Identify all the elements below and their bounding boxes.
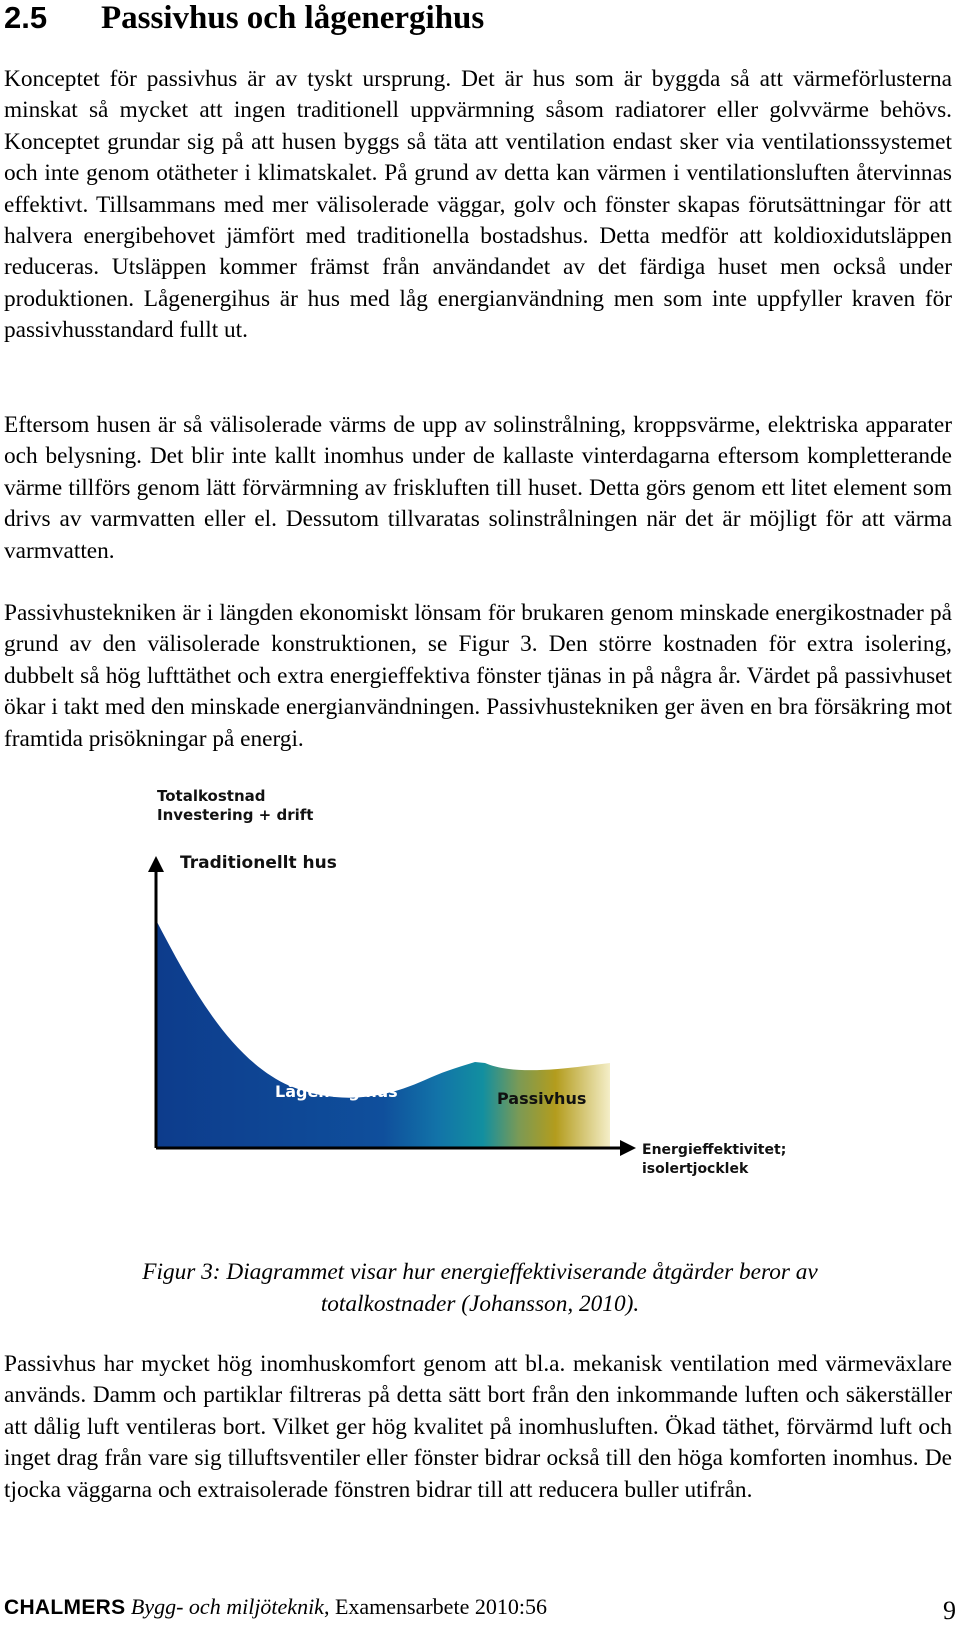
footer-brand: CHALMERS xyxy=(4,1596,126,1619)
caption-line2: totalkostnader (Johansson, 2010). xyxy=(320,1291,640,1317)
cost-diagram xyxy=(140,787,820,1220)
page-number: 9 xyxy=(943,1596,956,1625)
x-axis-label-line2: isolertjocklek xyxy=(642,1161,749,1177)
y-axis-label-line2: Investering + drift xyxy=(157,806,314,824)
label-traditional-house: Traditionellt hus xyxy=(180,853,337,873)
x-axis-label-line1: Energieffektivitet; xyxy=(642,1142,787,1158)
y-axis-label-line1: Totalkostnad xyxy=(157,787,266,805)
label-low-energy-house: Lågenergihus xyxy=(275,1082,398,1101)
figure-caption xyxy=(40,1256,920,1320)
cost-curve-area xyxy=(156,920,610,1148)
section-heading xyxy=(4,0,484,38)
caption-line1: Figur 3: Diagrammet visar hur energieffektiviserande åtgärder beror av xyxy=(142,1259,818,1285)
paragraph-concept: Konceptet för passivhus är av tyskt ursprung. Det är hus som är byggda så att värmeförlusterna minskat så mycket att ingen traditionell uppvärmning såsom radiatorer eller golvvärme behövs. Konceptet grundar sig på att husen byggs så täta att ventilation endast sker via ventilationssystemet och inte genom otätheter i klimatskalet. På grund av detta kan värmen i ventilationsluften återvinnas effektivt. Tillsammans med mer välisolerade väggar, golv och fönster skapas förutsättningar för att halvera energibehovet jämfört med traditionella bostadshus. Detta medför att koldioxidutsläppen reduceras. Utsläppen kommer främst från användandet av det färdiga huset men också under produktionen. Lågenergihus är hus med låg energianvändning men som inte uppfyller kraven för passivhusstandard fullt ut. xyxy=(4,66,952,344)
y-axis-arrow xyxy=(148,856,164,872)
section-number: 2.5 xyxy=(4,0,48,35)
footer-report: , Examensarbete 2010:56 xyxy=(323,1594,547,1619)
footer-department: Bygg- och miljöteknik xyxy=(130,1594,324,1619)
page-footer xyxy=(4,1590,956,1624)
label-passive-house: Passivhus xyxy=(497,1089,587,1108)
paragraph-economy: Passivhustekniken är i längden ekonomiskt lönsam för brukaren genom minskade energikostnader på grund av den välisolerade konstruktionen, se Figur 3. Den större kostnaden för extra isolering, dubbelt så hög lufttäthet och extra energieffektiva fönster tjänas in på några år. Värdet på passivhuset ökar i takt med den minskade energianvändningen. Passivhustekniken ger även en bra försäkring mot framtida prisökningar på energi. xyxy=(4,600,952,752)
paragraph-heating: Eftersom husen är så välisolerade värms de upp av solinstrålning, kroppsvärme, elektriska apparater och belysning. Det blir inte kallt inomhus under de kallaste vinterdagarna eftersom kompletterande värme tillförs genom lätt förvärmning av friskluften till huset. Detta görs genom ett litet element som drivs av varmvatten eller el. Dessutom tillvaratas solinstrålningen när det är möjligt för att värma varmvatten. xyxy=(4,412,952,564)
paragraph-comfort: Passivhus har mycket hög inomhuskomfort genom att bl.a. mekanisk ventilation med värmeväxlare används. Damm och partiklar filtreras på detta sätt bort från den inkommande luften och säkerställer att dålig luft ventileras bort. Vilket ger hög kvalitet på inomhusluften. Ökad täthet, förvärmd luft och inget drag från vare sig tilluftsventiler eller fönster bidrar också till den höga komforten inomhus. De tjocka väggarna och extraisolerade fönstren bidrar till att reducera buller utifrån. xyxy=(4,1351,952,1503)
x-axis-arrow xyxy=(620,1140,636,1156)
section-title: Passivhus och lågenergihus xyxy=(101,0,485,36)
